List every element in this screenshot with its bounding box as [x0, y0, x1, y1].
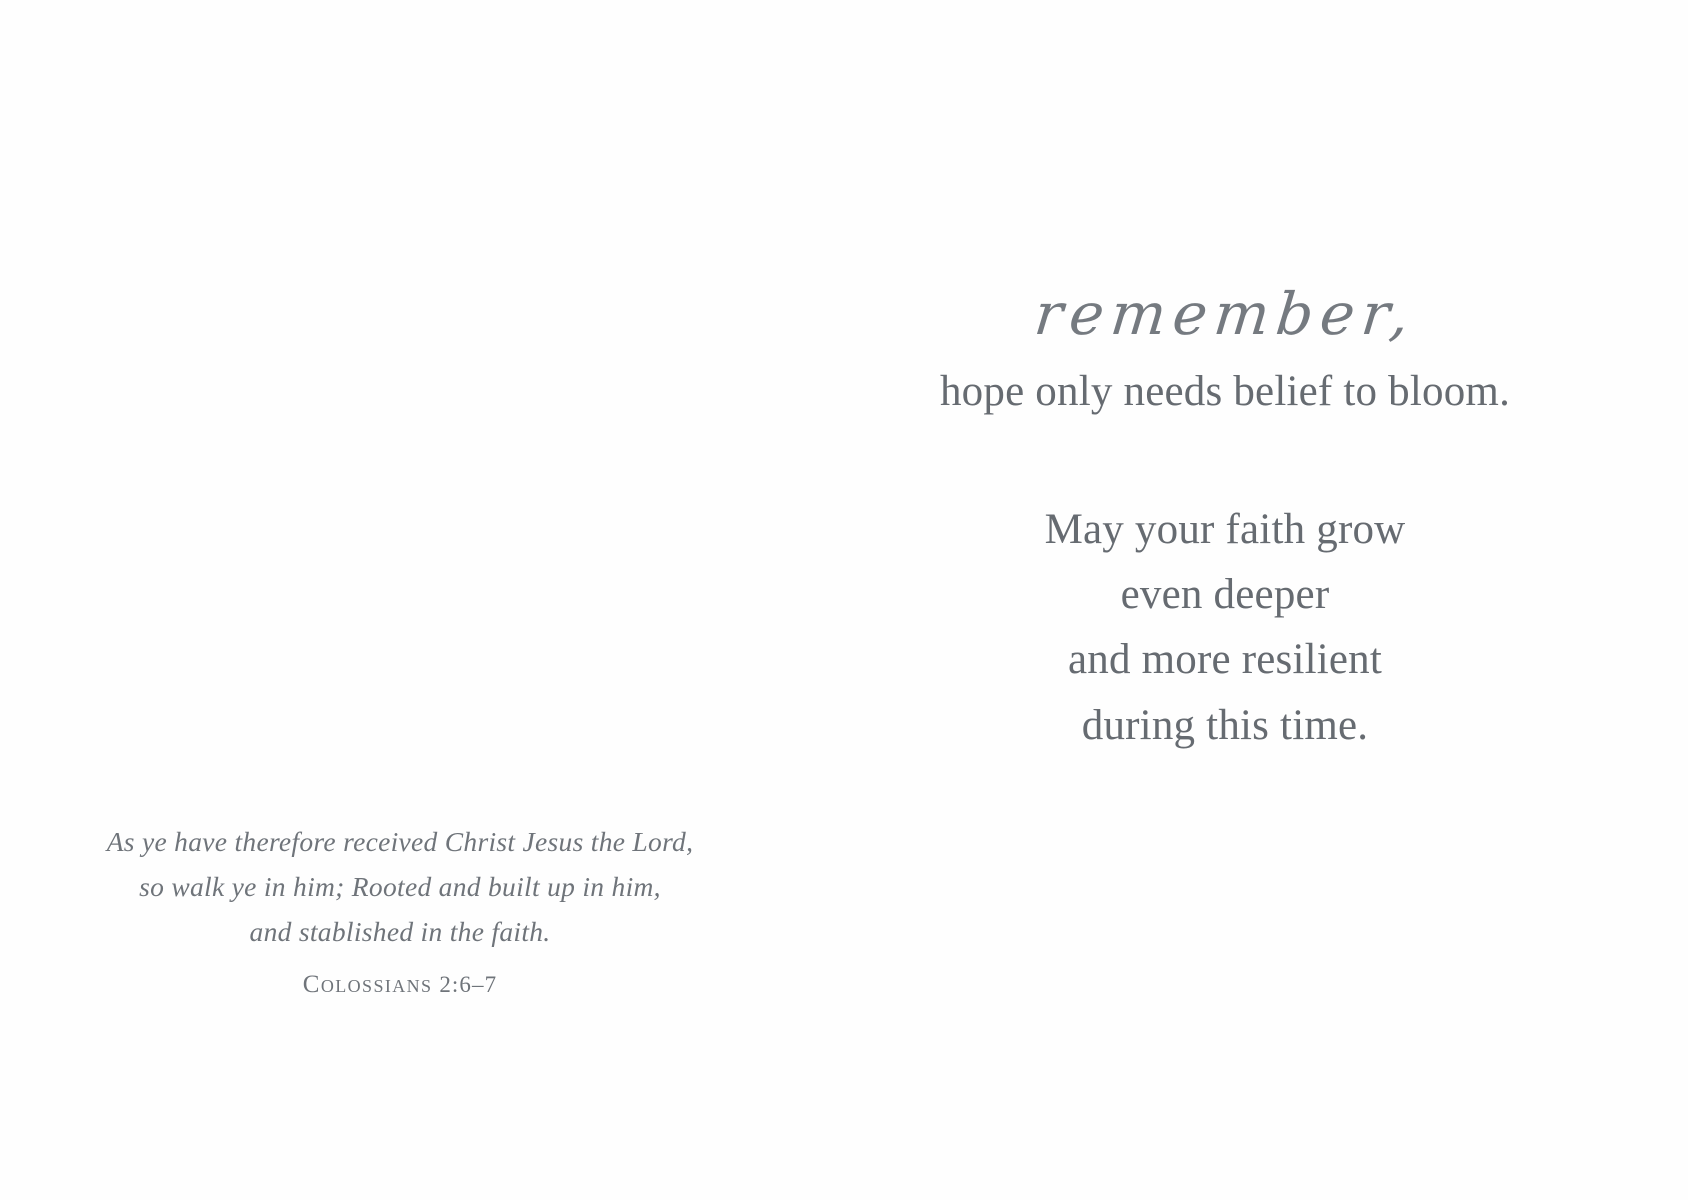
script-heading: remember,	[1031, 280, 1419, 348]
blessing-line-4: during this time.	[1081, 701, 1369, 749]
verse-line-3: and stablished in the faith.	[249, 915, 551, 947]
blessing-line-3: and more resilient	[1067, 636, 1383, 684]
blessing-line-1: May your faith grow	[1044, 505, 1406, 553]
blessing-line-2: even deeper	[1120, 571, 1330, 619]
greeting-lead-line: hope only needs belief to bloom.	[939, 368, 1511, 415]
citation-book: Colossians	[302, 971, 433, 999]
verse-line-2: so walk ye in him; Rooted and built up in him,	[139, 870, 661, 902]
scripture-citation	[60, 971, 740, 999]
greeting-block	[845, 280, 1605, 758]
scripture-verse	[60, 820, 740, 954]
citation-reference: 2:6–7	[439, 972, 498, 998]
blessing-text	[845, 497, 1605, 758]
verse-line-1: As ye have therefore received Christ Jesus the Lord,	[106, 826, 694, 857]
scripture-block	[60, 820, 740, 999]
